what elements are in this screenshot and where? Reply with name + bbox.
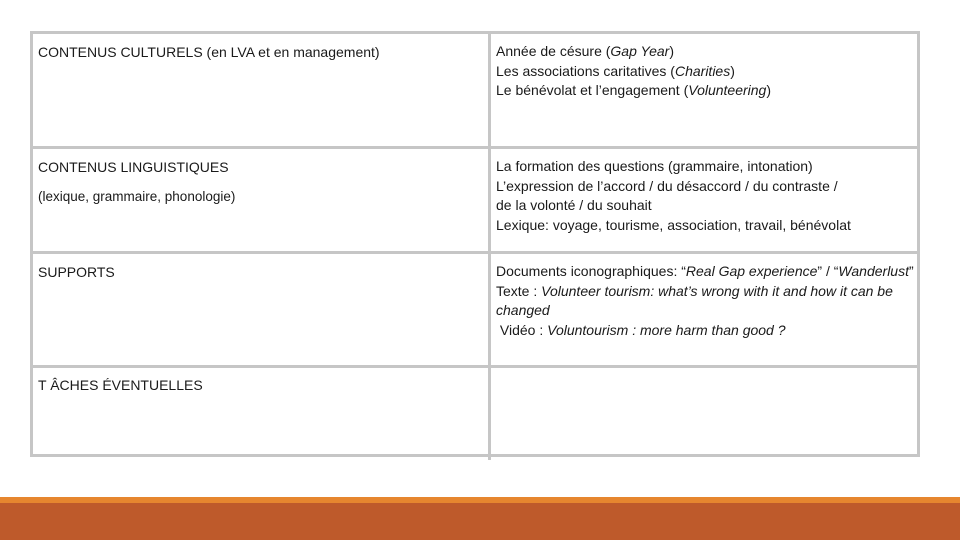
column-divider: [488, 254, 491, 368]
linguistic-title: CONTENUS LINGUISTIQUES: [38, 159, 229, 175]
row-content-linguistic: [496, 157, 916, 235]
row-label-linguistic: [38, 158, 478, 206]
supports-text: Texte : Volunteer tourism: what’s wrong with it and how it can be changed: [496, 282, 893, 318]
table-row-cultural: [33, 34, 917, 149]
cultural-item-charities: Les associations caritatives (Charities): [496, 62, 735, 79]
linguistic-line: La formation des questions (grammaire, intonation): [496, 158, 813, 174]
footer-band: [0, 497, 960, 540]
content-table: [30, 31, 920, 457]
column-divider: [488, 34, 491, 149]
cultural-item-gap-year: Année de césure (Gap Year): [496, 43, 674, 59]
row-content-cultural: [496, 42, 916, 101]
row-label-tasks: T ÂCHES ÉVENTUELLES: [38, 377, 203, 393]
table-row-linguistic: [33, 149, 917, 254]
row-label-supports: SUPPORTS: [38, 264, 115, 280]
linguistic-line: de la volonté / du souhait: [496, 197, 652, 213]
linguistic-line: L’expression de l’accord / du désaccord / du contraste /: [496, 177, 838, 194]
supports-documents: Documents iconographiques: “Real Gap experience” / “Wanderlust”: [496, 263, 914, 279]
column-divider: [488, 368, 491, 460]
table-row-tasks: [33, 368, 917, 460]
column-divider: [488, 149, 491, 254]
footer-accent-strip: [0, 497, 960, 503]
cultural-item-volunteering: Le bénévolat et l’engagement (Volunteering): [496, 82, 772, 98]
supports-video: Vidéo : Voluntourism : more harm than good ?: [496, 321, 786, 338]
row-label-cultural: CONTENUS CULTURELS (en LVA et en management): [38, 44, 380, 60]
table-row-supports: [33, 254, 917, 368]
linguistic-line: Lexique: voyage, tourisme, association, travail, bénévolat: [496, 216, 851, 233]
linguistic-subtitle: (lexique, grammaire, phonologie): [38, 189, 236, 204]
row-content-supports: [496, 262, 916, 340]
